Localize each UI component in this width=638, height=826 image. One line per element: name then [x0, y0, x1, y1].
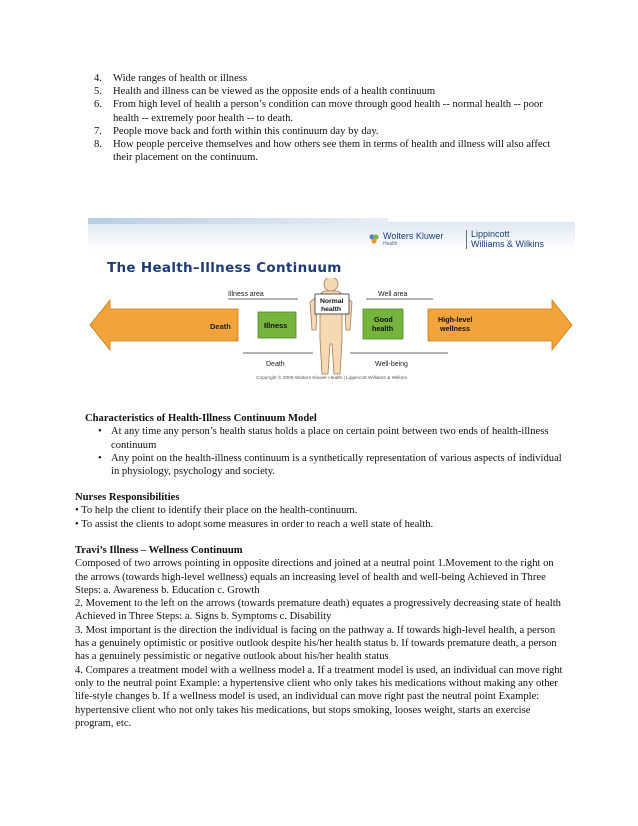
travis-section [75, 544, 565, 730]
figure-accent-strip [88, 218, 388, 224]
travis-paragraph: 3. Most important is the direction the individual is facing on the pathway a. If towards high-level health, a person has a genuinely optimistic or positive outlook despite his/her health status b. If towards premature death, a person has a genuinely pessimistic or negative outlook about his/her health status [75, 624, 557, 663]
bullet-text: At any time any person’s health status holds a place on certain point between two ends of health-illness continuum [111, 426, 549, 451]
list-item [94, 85, 569, 98]
wolters-kluwer-logo-icon [368, 233, 380, 245]
list-item-text: From high level of health a person’s condition can move through good health -- normal health -- poor health -- extremely poor health -- to death. [113, 99, 543, 124]
imprint-line-1: Lippincott [471, 229, 510, 239]
publisher-name: Wolters Kluwer [383, 231, 444, 241]
characteristics-heading: Characteristics of Health-Illness Continuum Model [85, 413, 317, 424]
high-level-label-1: High-level [438, 315, 473, 324]
illness-box-label: Illness [264, 321, 288, 330]
high-level-label-2: wellness [440, 324, 470, 333]
list-number: 7. [94, 125, 102, 137]
continuum-diagram [88, 278, 575, 378]
figure-title: The Health–Illness Continuum [107, 260, 342, 276]
publisher-logo [368, 226, 568, 252]
publisher-sub: Health [383, 241, 398, 247]
bullet-text: Any point on the health-illness continuum is a synthetically representation of various aspects of individual in physiology, psychology and society. [111, 452, 562, 478]
travis-heading: Travi’s Illness – Wellness Continuum [75, 545, 243, 556]
list-number: 8. [94, 139, 102, 151]
nurses-heading: Nurses Responsibilities [75, 492, 180, 503]
travis-paragraph: 2. Movement to the left on the arrows (towards premature death) equates a progressively decreasing state of health Achieved in Three Steps: a. Signs b. Symptoms c. Disability [75, 598, 561, 623]
health-illness-continuum-figure [88, 218, 575, 393]
list-item [94, 98, 569, 124]
normal-health-label-1: Normal [320, 298, 344, 305]
list-number: 4. [94, 73, 102, 84]
death-bottom-label: Death [266, 361, 285, 368]
good-health-label-1: Good [374, 315, 393, 324]
bullet-item [75, 425, 565, 452]
list-item-text: How people perceive themselves and how others see them in terms of health and illness will also affect their placement on the continuum. [113, 139, 551, 164]
travis-paragraph: Composed of two arrows pointing in opposite directions and joined at a neutral point 1.Movement to the right on the arrows (towards high-level wellness) equals an increasing level of health and well-being Achieved in Three Steps: a. Awareness b. Education c. Growth [75, 558, 554, 596]
numbered-list [94, 72, 569, 164]
list-item-text: People move back and forth within this continuum day by day. [113, 125, 379, 137]
imprint-name [471, 229, 544, 249]
figure-copyright: Copyright © 2008 Wolters Kluwer Health | Lippincott Williams & Wilkins [256, 376, 407, 381]
well-area-label: Well area [378, 291, 408, 298]
death-box-label: Death [210, 322, 231, 331]
list-item-text: Health and illness can be viewed as the opposite ends of a health continuum [113, 86, 436, 98]
logo-divider [466, 230, 467, 249]
nurses-section [75, 491, 565, 531]
human-figure-icon [310, 278, 352, 374]
imprint-line-2: Williams & Wilkins [471, 239, 544, 249]
nurses-line: • To help the client to identify their place on the health-continuum. [75, 505, 358, 517]
good-health-label-2: health [372, 324, 394, 333]
bullet-item [75, 452, 565, 479]
list-number: 5. [94, 86, 102, 98]
list-item [94, 138, 569, 164]
well-being-bottom-label: Well-being [375, 361, 408, 368]
nurses-line: • To assist the clients to adopt some measures in order to reach a well state of health. [75, 518, 434, 530]
list-number: 6. [94, 99, 102, 111]
list-item-text: Wide ranges of health or illness [113, 73, 248, 84]
normal-health-label-2: health [321, 306, 342, 313]
travis-paragraph: 4. Compares a treatment model with a wellness model a. If a treatment model is used, an individual can move right only to the neutral point Example: a hypertensive client who only takes his medications without making any other life-style changes b. If a wellness model is used, an individual can move right past the neutral point Example: hypertensive client who not only takes his medications, but stops smoking, looses weight, starts an exercise program, etc. [75, 664, 563, 729]
characteristics-section [75, 412, 565, 478]
bullet-glyph: • [98, 452, 102, 464]
illness-area-label: Illness area [228, 291, 264, 298]
bullet-glyph: • [98, 426, 102, 438]
list-item [94, 72, 569, 85]
list-item [94, 125, 569, 138]
